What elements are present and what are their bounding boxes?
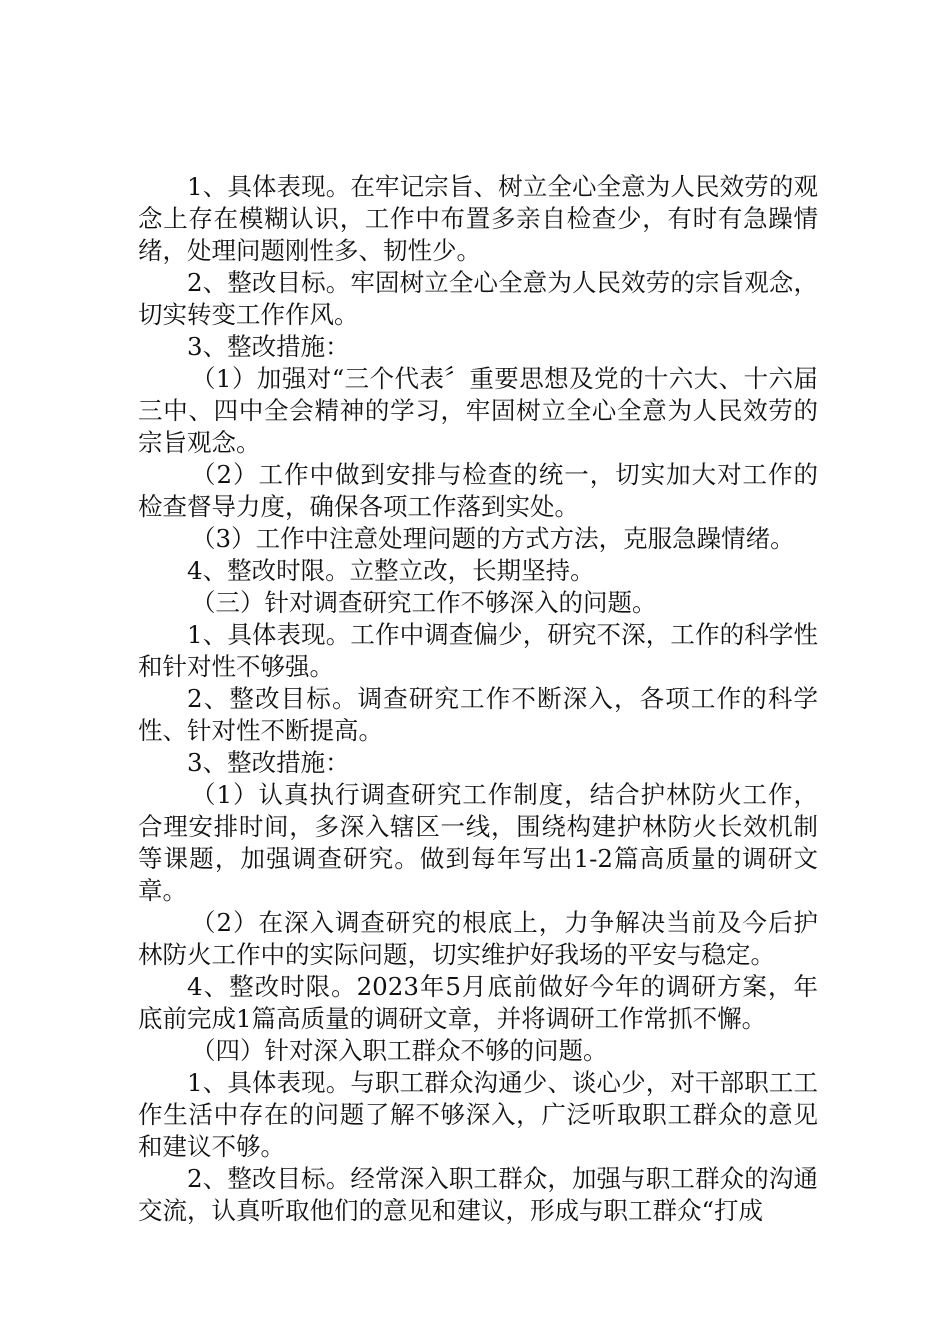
paragraph-goal-4: 2、整改目标。经常深入职工群众，加强与职工群众的沟通交流，认真听取他们的意见和建议，形成与职工群众“打成 (138, 1164, 818, 1225)
paragraph-goal-1: 2、整改目标。牢固树立全心全意为人民效劳的宗旨观念，切实转变工作作风。 (138, 268, 818, 329)
document-body (138, 171, 818, 1227)
paragraph-deadline-3: 4、整改时限。2023年5月底前做好今年的调研方案，年底前完成1篇高质量的调研文章，并将调研工作常抓不懈。 (138, 972, 818, 1033)
paragraph-performance-3: 1、具体表现。工作中调查偏少，研究不深，工作的科学性和针对性不够强。 (138, 620, 818, 681)
paragraph-measure-3-1: （1）认真执行调查研究工作制度，结合护林防火工作，合理安排时间，多深入辖区一线，围绕构建护林防火长效机制等课题，加强调查研究。做到每年写出1-2篇高质量的调研文章。 (138, 780, 818, 905)
paragraph-measure-3-2: （2）在深入调查研究的根底上，力争解决当前及今后护林防火工作中的实际问题，切实维护好我场的平安与稳定。 (138, 908, 818, 969)
paragraph-measure-1-2: （2）工作中做到安排与检查的统一，切实加大对工作的检查督导力度，确保各项工作落到实处。 (138, 460, 818, 521)
paragraph-deadline-1: 4、整改时限。立整立改，长期坚持。 (187, 556, 595, 585)
paragraph-performance-4: 1、具体表现。与职工群众沟通少、谈心少，对干部职工工作生活中存在的问题了解不够深入，广泛听取职工群众的意见和建议不够。 (138, 1068, 818, 1161)
section-heading-3: （三）针对调查研究工作不够深入的问题。 (191, 588, 657, 617)
section-heading-4: （四）针对深入职工群众不够的问题。 (191, 1036, 608, 1065)
paragraph-measure-1-1: （1）加强对“三个代表〞重要思想及党的十六大、十六届三中、四中全会精神的学习，牢固树立全心全意为人民效劳的宗旨观念。 (138, 364, 818, 457)
paragraph-measures-heading-1: 3、整改措施： (187, 332, 350, 361)
paragraph-measure-1-3: （3）工作中注意处理问题的方式方法，克服急躁情绪。 (191, 524, 795, 553)
paragraph-performance-1: 1、具体表现。在牢记宗旨、树立全心全意为人民效劳的观念上存在模糊认识，工作中布置多亲自检查少，有时有急躁情绪，处理问题刚性多、韧性少。 (138, 172, 818, 265)
paragraph-measures-heading-3: 3、整改措施： (187, 748, 350, 777)
paragraph-goal-3: 2、整改目标。调查研究工作不断深入，各项工作的科学性、针对性不断提高。 (138, 684, 818, 745)
